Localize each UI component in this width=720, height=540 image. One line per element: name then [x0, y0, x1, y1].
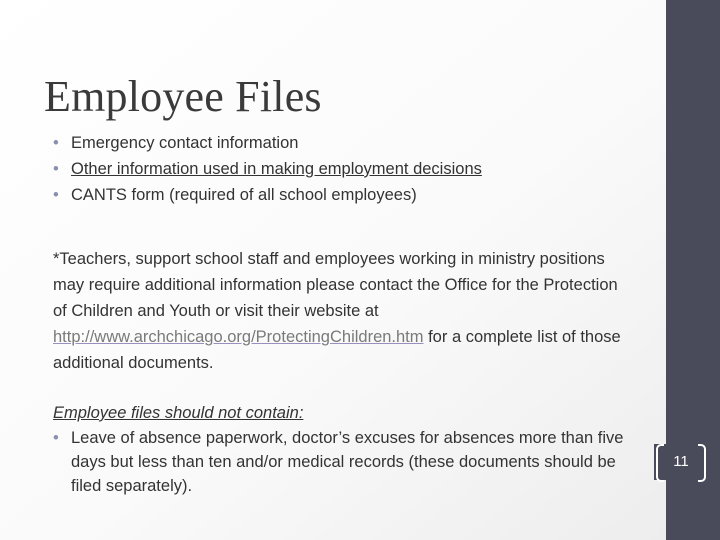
exclusion-text: Leave of absence paperwork, doctor’s excuses for absences more than five days but less than ten and/or medical records (these documents should be filed separately).: [71, 429, 624, 495]
website-link[interactable]: http://www.archchicago.org/ProtectingChildren.htm: [53, 328, 424, 346]
exclusions-heading: Employee files should not contain:: [53, 404, 304, 422]
bullet-item: [53, 182, 482, 208]
bracket-right-icon: [698, 444, 706, 482]
note-text: *Teachers, support school staff and employees working in ministry positions may require additional information please contact the Office for the Protection of Children and Youth or visit their website at: [53, 250, 618, 320]
page-number: 11: [673, 453, 689, 470]
bullet-icon: •: [53, 429, 59, 447]
bullet-text: Emergency contact information: [71, 134, 299, 152]
bullet-text: CANTS form (required of all school employees): [71, 186, 417, 204]
bullet-item: [53, 156, 482, 182]
page-number-badge: [654, 444, 708, 480]
bullet-icon: •: [53, 134, 59, 152]
exclusion-item: [53, 426, 633, 498]
bullet-icon: •: [53, 160, 59, 178]
note-paragraph: [53, 246, 623, 376]
bullet-icon: •: [53, 186, 59, 204]
slide-title: Employee Files: [44, 72, 322, 122]
bracket-left-icon: [656, 444, 664, 482]
bullet-text: Other information used in making employment decisions: [71, 160, 482, 178]
bullet-list: [53, 130, 482, 208]
bullet-item: [53, 130, 482, 156]
exclusions-list: [53, 426, 633, 498]
note-text-end: for a complete list of those additional documents.: [53, 328, 621, 372]
